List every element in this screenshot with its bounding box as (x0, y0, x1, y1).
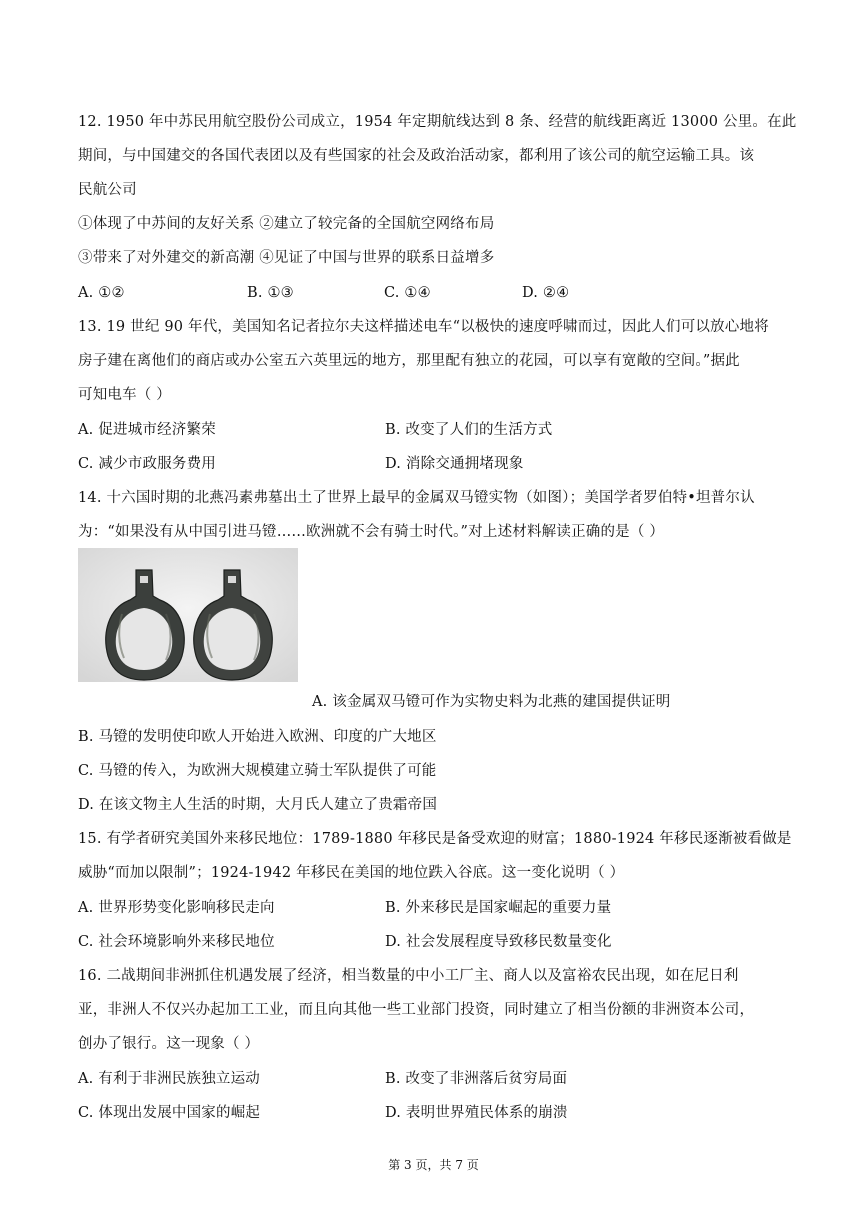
q16-stem-line-2: 亚，非洲人不仅兴办起加工工业，而且向其他一些工业部门投资，同时建立了相当份额的非洲资本公司， (78, 1002, 755, 1018)
q12-option-a: A. ①② (78, 285, 125, 301)
q14-option-b: B. 马镫的发明使印欧人开始进入欧洲、印度的广大地区 (78, 729, 437, 745)
q16-stem-line-1: 16. 二战期间非洲抓住机遇发展了经济，相当数量的中小工厂主、商人以及富裕农民出现，如在尼日利 (78, 968, 739, 984)
q16-option-c: C. 体现出发展中国家的崛起 (78, 1105, 261, 1121)
q12-option-c: C. ①④ (384, 285, 431, 301)
page-number-footer: 第 3 页，共 7 页 (388, 1158, 479, 1172)
q15-stem-line-1: 15. 有学者研究美国外来移民地位：1789-1880 年移民是备受欢迎的财富；1880-1924 年移民逐渐被看做是 (78, 831, 792, 847)
q12-statement-3-4: ③带来了对外建交的新高潮 ④见证了中国与世界的联系日益增多 (78, 250, 495, 266)
q14-option-c: C. 马镫的传入，为欧洲大规模建立骑士军队提供了可能 (78, 763, 437, 779)
q15-option-c: C. 社会环境影响外来移民地位 (78, 934, 275, 950)
q13-option-a: A. 促进城市经济繁荣 (78, 422, 216, 438)
stirrups-photo (78, 548, 298, 682)
q16-option-a: A. 有利于非洲民族独立运动 (78, 1071, 260, 1087)
q13-option-c: C. 减少市政服务费用 (78, 456, 216, 472)
q14-option-d: D. 在该文物主人生活的时期，大月氏人建立了贵霜帝国 (78, 797, 438, 813)
q13-stem-line-3: 可知电车（ ） (78, 387, 172, 403)
q15-option-d: D. 社会发展程度导致移民数量变化 (385, 934, 612, 950)
q13-stem-line-2: 房子建在离他们的商店或办公室五六英里远的地方，那里配有独立的花园，可以享有宽敞的空间。”据此 (78, 353, 740, 369)
q15-option-b: B. 外来移民是国家崛起的重要力量 (385, 900, 612, 916)
q14-option-a: A. 该金属双马镫可作为实物史料为北燕的建国提供证明 (312, 694, 671, 710)
q12-statement-1-2: ①体现了中苏间的友好关系 ②建立了较完备的全国航空网络布局 (78, 216, 495, 232)
q14-stem-line-2: 为：“如果没有从中国引进马镫……欧洲就不会有骑士时代。”对上述材料解读正确的是（ ） (78, 524, 665, 540)
q16-stem-line-3: 创办了银行。这一现象（ ） (78, 1036, 260, 1052)
q15-option-a: A. 世界形势变化影响移民走向 (78, 900, 275, 916)
q12-option-b: B. ①③ (247, 285, 294, 301)
q15-stem-line-2: 威胁“而加以限制”；1924-1942 年移民在美国的地位跌入谷底。这一变化说明（ ） (78, 865, 625, 881)
q12-stem-line-2: 期间，与中国建交的各国代表团以及有些国家的社会及政治活动家，都利用了该公司的航空运输工具。该 (78, 148, 755, 164)
q12-stem-line-1: 12. 1950 年中苏民用航空股份公司成立，1954 年定期航线达到 8 条、经营的航线距离近 13000 公里。在此 (78, 114, 797, 130)
q12-option-d: D. ②④ (522, 285, 570, 301)
q16-option-b: B. 改变了非洲落后贫穷局面 (385, 1071, 568, 1087)
q13-stem-line-1: 13. 19 世纪 90 年代，美国知名记者拉尔夫这样描述电车“以极快的速度呼啸而过，因此人们可以放心地将 (78, 319, 769, 335)
q13-option-d: D. 消除交通拥堵现象 (385, 456, 524, 472)
q12-stem-line-3: 民航公司 (78, 182, 137, 198)
q14-stem-line-1: 14. 十六国时期的北燕冯素弗墓出土了世界上最早的金属双马镫实物（如图）；美国学者罗伯特•坦普尔认 (78, 490, 755, 506)
q13-option-b: B. 改变了人们的生活方式 (385, 422, 553, 438)
q16-option-d: D. 表明世界殖民体系的崩溃 (385, 1105, 568, 1121)
double-stirrups-illustration (78, 548, 298, 682)
